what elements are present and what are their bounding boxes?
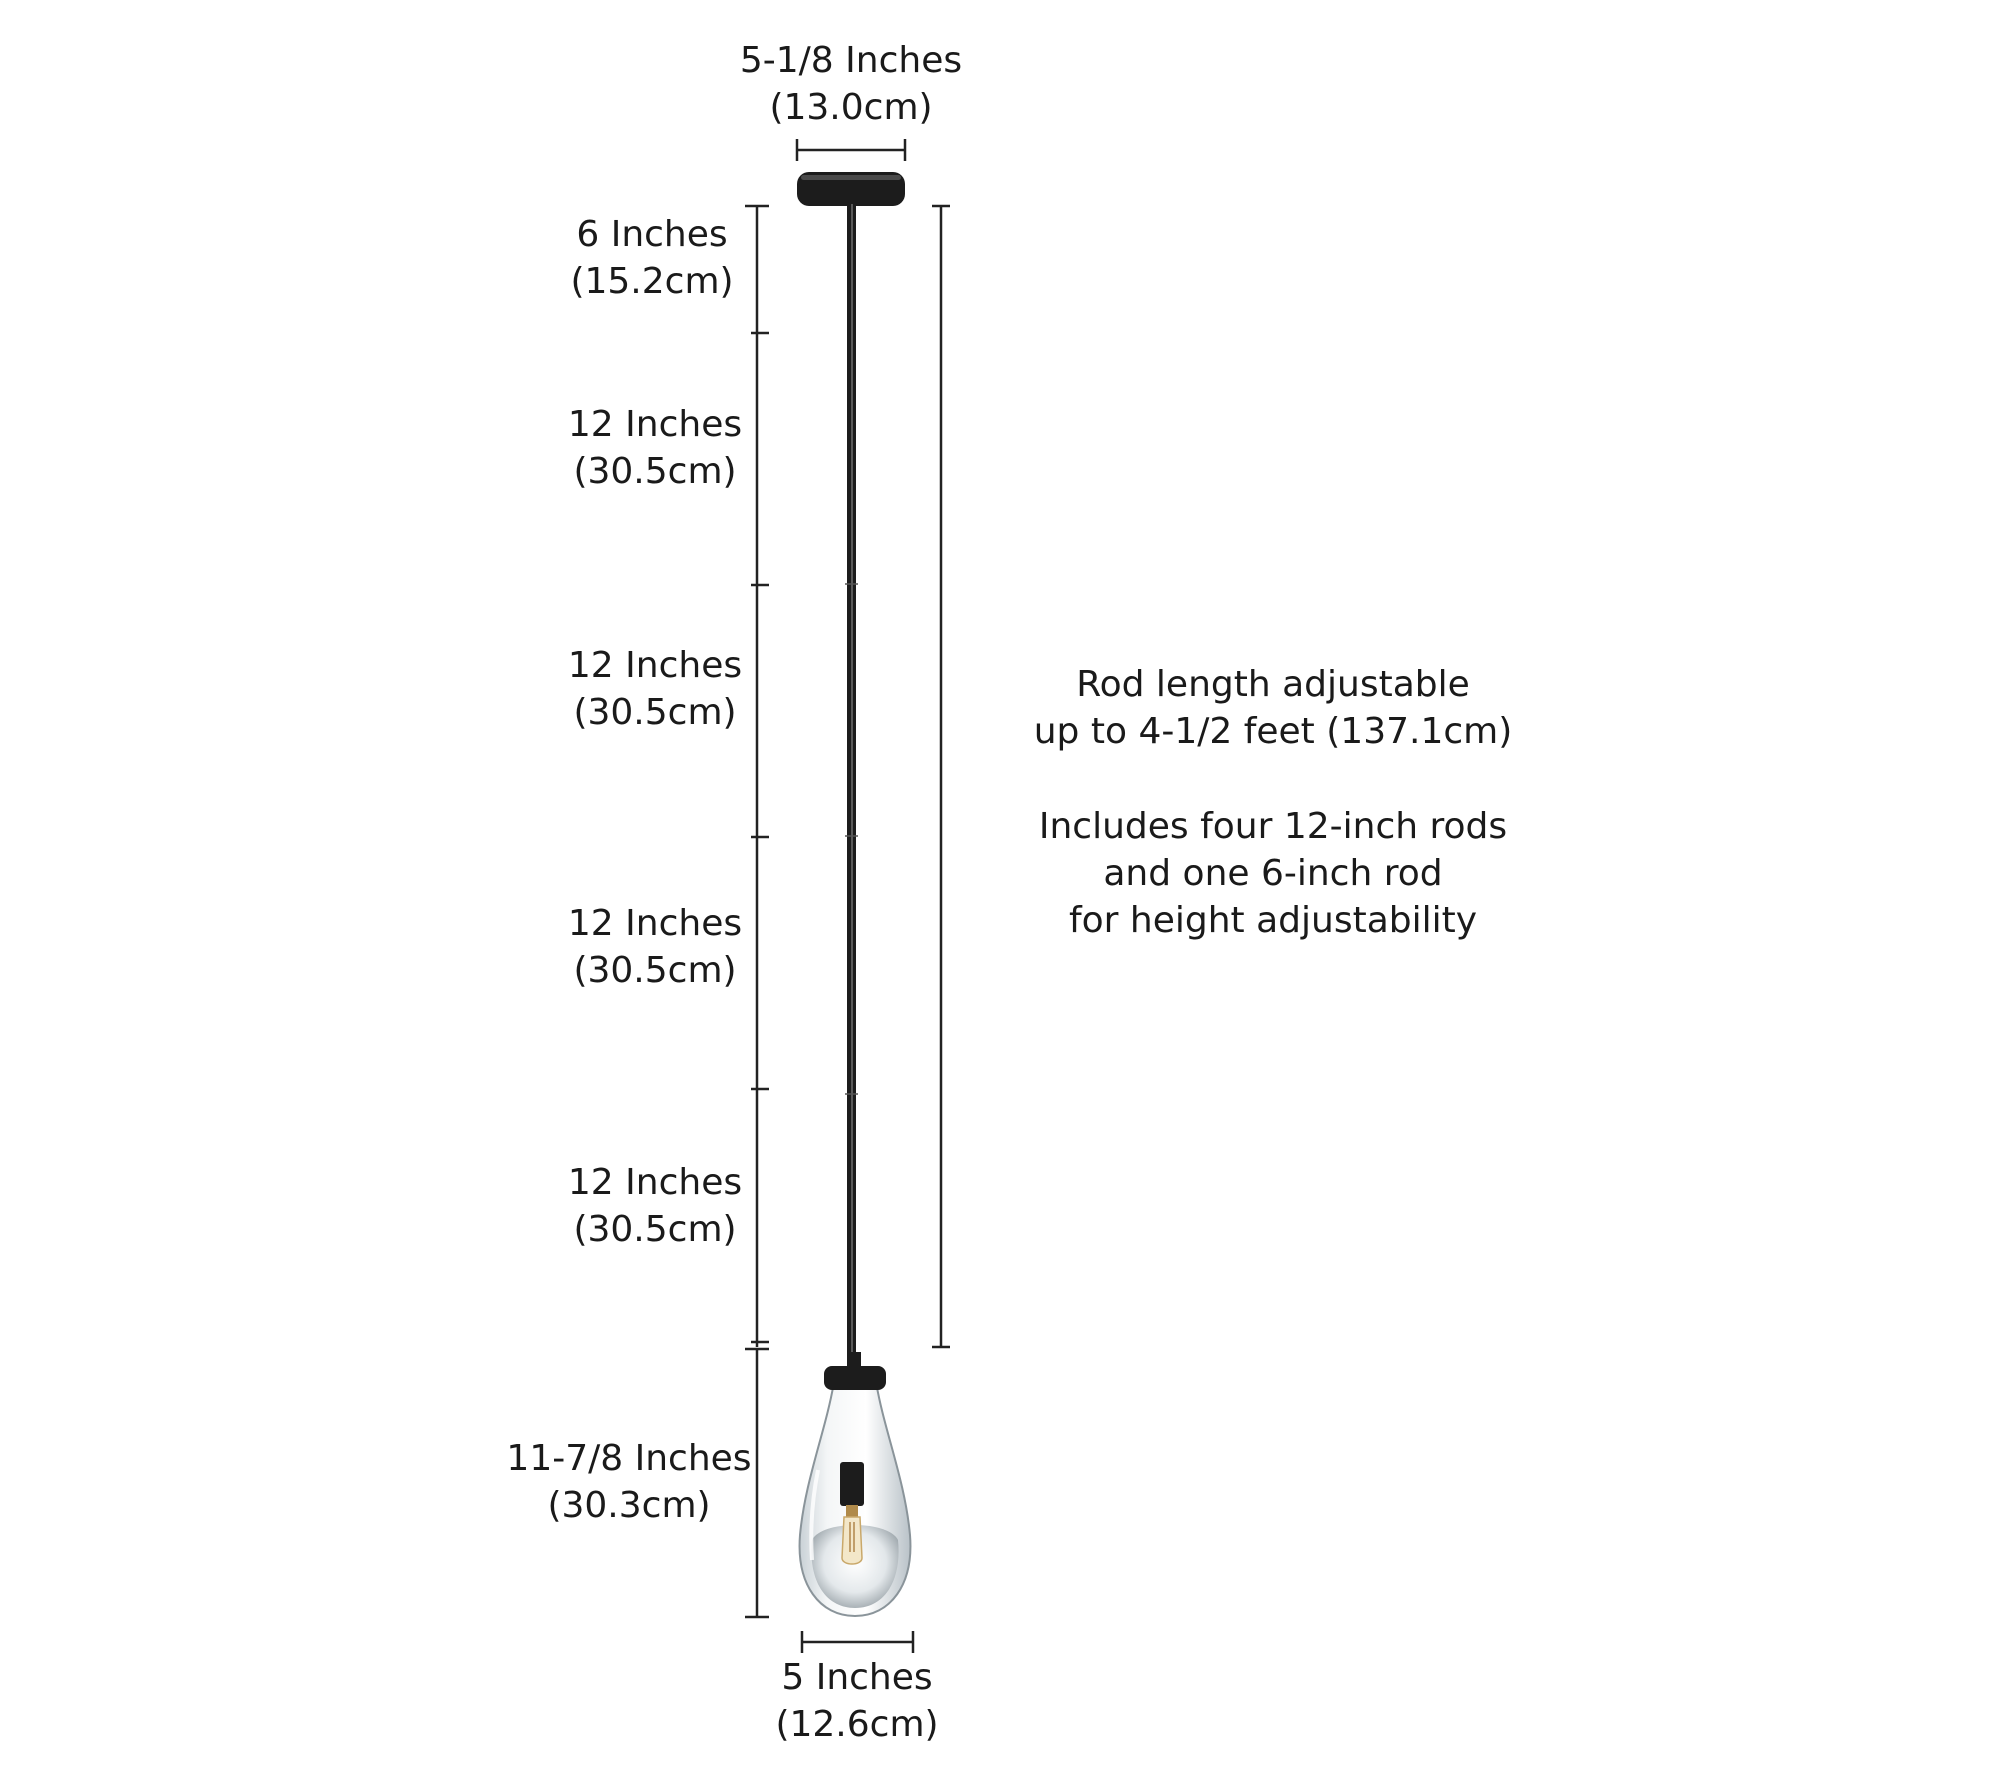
rod-12-metric-2: (30.5cm)	[573, 691, 737, 733]
canopy-width-label	[740, 38, 962, 132]
canopy-width-dimension	[797, 139, 905, 161]
rod-12-label-4	[568, 1160, 742, 1254]
rod-12-inches-1: 12 Inches	[567, 404, 743, 445]
shade-width-metric: (12.6cm)	[775, 1703, 939, 1745]
rod-12-inches-4: 12 Inches	[567, 1162, 743, 1203]
rod-6-label	[570, 212, 733, 306]
rod-length-note-line-2: up to 4-1/2 feet (137.1cm)	[1033, 711, 1513, 752]
rod-12-metric-3: (30.5cm)	[573, 949, 737, 991]
rod-segments-dimension	[745, 206, 769, 1349]
rod-12-label-2	[568, 643, 742, 737]
rod-length-note	[1034, 661, 1513, 755]
includes-rods-line-3: for height adjustability	[1068, 900, 1478, 941]
rod-12-label-1	[568, 402, 742, 496]
rod-6-metric: (15.2cm)	[570, 260, 734, 302]
shade-height-label	[506, 1436, 751, 1530]
shade-width-label	[775, 1655, 938, 1749]
shade-height-metric: (30.3cm)	[547, 1484, 711, 1526]
rod-12-inches-2: 12 Inches	[567, 645, 743, 686]
canopy-width-inches: 5-1/8 Inches	[739, 40, 963, 81]
includes-rods-line-2: and one 6-inch rod	[1103, 853, 1443, 894]
shade-width-inches: 5 Inches	[781, 1657, 933, 1698]
rod-12-label-3	[568, 901, 742, 995]
shade-height-inches: 11-7/8 Inches	[506, 1438, 752, 1479]
ceiling-canopy	[797, 172, 905, 206]
rod-6-inches: 6 Inches	[576, 214, 728, 255]
includes-rods-line-1: Includes four 12-inch rods	[1038, 806, 1508, 847]
includes-rods-note	[1039, 803, 1507, 944]
canopy-width-metric: (13.0cm)	[769, 86, 933, 128]
rod-12-metric-4: (30.5cm)	[573, 1208, 737, 1250]
downrod	[845, 204, 858, 1369]
rod-12-inches-3: 12 Inches	[567, 903, 743, 944]
rod-12-metric-1: (30.5cm)	[573, 450, 737, 492]
rod-length-note-line-1: Rod length adjustable	[1076, 664, 1470, 705]
socket-cap	[824, 1352, 886, 1390]
adjustable-rod-dimension	[932, 206, 950, 1347]
shade-width-dimension	[802, 1631, 913, 1653]
